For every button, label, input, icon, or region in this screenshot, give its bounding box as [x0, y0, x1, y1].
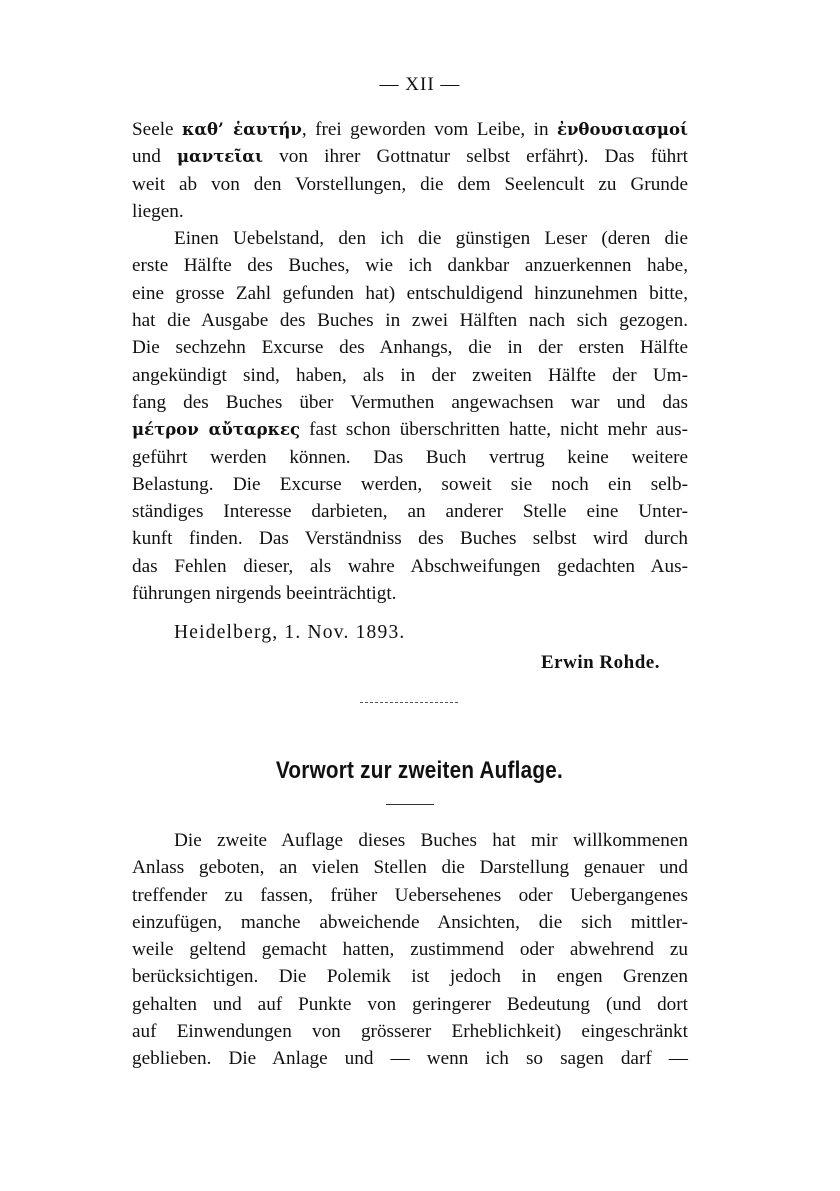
- text-line: das Fehlen dieser, als wahre Abschweifungen gedachten Aus-: [132, 555, 688, 577]
- section-heading: Vorwort zur zweiten Auflage.: [275, 757, 563, 784]
- page-number: — XII —: [379, 74, 461, 95]
- text-line: geführt werden können. Das Buch vertrug keine weitere: [132, 446, 688, 468]
- text-line: eine grosse Zahl gefunden hat) entschuldigend hinzunehmen bitte,: [132, 282, 688, 304]
- section-divider: [360, 702, 458, 703]
- text-line: führungen nirgends beeinträchtigt.: [132, 583, 397, 605]
- text-line: Einen Uebelstand, den ich die günstigen Leser (deren die: [174, 228, 688, 250]
- greek-phrase: μαντεῖαι: [176, 147, 263, 167]
- place-date: Heidelberg, 1. Nov. 1893.: [174, 622, 406, 643]
- text-line: hat die Ausgabe des Buches in zwei Hälften nach sich gezogen.: [132, 310, 688, 332]
- text-line: einzufügen, manche abweichende Ansichten, die sich mittler-: [132, 911, 688, 933]
- text-line: μέτρον αὔταρκες fast schon überschritten hatte, nicht mehr aus-: [132, 419, 688, 441]
- text-line: Die sechzehn Excurse des Anhangs, die in der ersten Hälfte: [132, 337, 688, 359]
- heading-rule: [386, 804, 434, 805]
- text-line: Die zweite Auflage dieses Buches hat mir willkommenen: [174, 830, 688, 851]
- text-line: treffender zu fassen, früher Uebersehenes oder Uebergangenes: [132, 884, 688, 906]
- text-line: angekündigt sind, haben, als in der zweiten Hälfte der Um-: [132, 364, 688, 386]
- text-line: weile geltend gemacht hatten, zustimmend oder abwehrend zu: [132, 939, 688, 961]
- text-line: geblieben. Die Anlage und — wenn ich so sagen darf —: [132, 1048, 688, 1070]
- author-signature: Erwin Rohde.: [541, 652, 660, 673]
- text-line: und μαντεῖαι von ihrer Gottnatur selbst erfährt). Das führt: [132, 146, 688, 168]
- text-line: weit ab von den Vorstellungen, die dem Seelencult zu Grunde: [132, 173, 688, 195]
- text-line: fang des Buches über Vermuthen angewachsen war und das: [132, 391, 688, 413]
- preface-second-text: [132, 827, 688, 1073]
- text-line: kunft finden. Das Verständniss des Buches selbst wird durch: [132, 528, 688, 550]
- text-line: auf Einwendungen von grösserer Erheblichkeit) eingeschränkt: [132, 1021, 688, 1043]
- preface-first-text: [132, 116, 688, 607]
- text-line: Seele καθ’ ἑαυτήν, frei geworden vom Leibe, in ἐνθουσιασμοί: [132, 119, 688, 140]
- text-line: Anlass geboten, an vielen Stellen die Darstellung genauer und: [132, 857, 688, 879]
- greek-phrase: μέτρον αὔταρκες: [132, 420, 301, 440]
- text-line: ständiges Interesse darbieten, an anderer Stelle eine Unter-: [132, 501, 688, 523]
- text-line: Belastung. Die Excurse werden, soweit sie noch ein selb-: [132, 473, 688, 495]
- greek-phrase: καθ’ ἑαυτήν: [181, 120, 302, 139]
- text-line: erste Hälfte des Buches, wie ich dankbar anzuerkennen habe,: [132, 255, 688, 277]
- text-line: gehalten und auf Punkte von geringerer Bedeutung (und dort: [132, 993, 688, 1015]
- greek-phrase: ἐνθουσιασμοί: [556, 120, 688, 139]
- text-line: liegen.: [132, 200, 184, 222]
- text-line: berücksichtigen. Die Polemik ist jedoch in engen Grenzen: [132, 966, 688, 988]
